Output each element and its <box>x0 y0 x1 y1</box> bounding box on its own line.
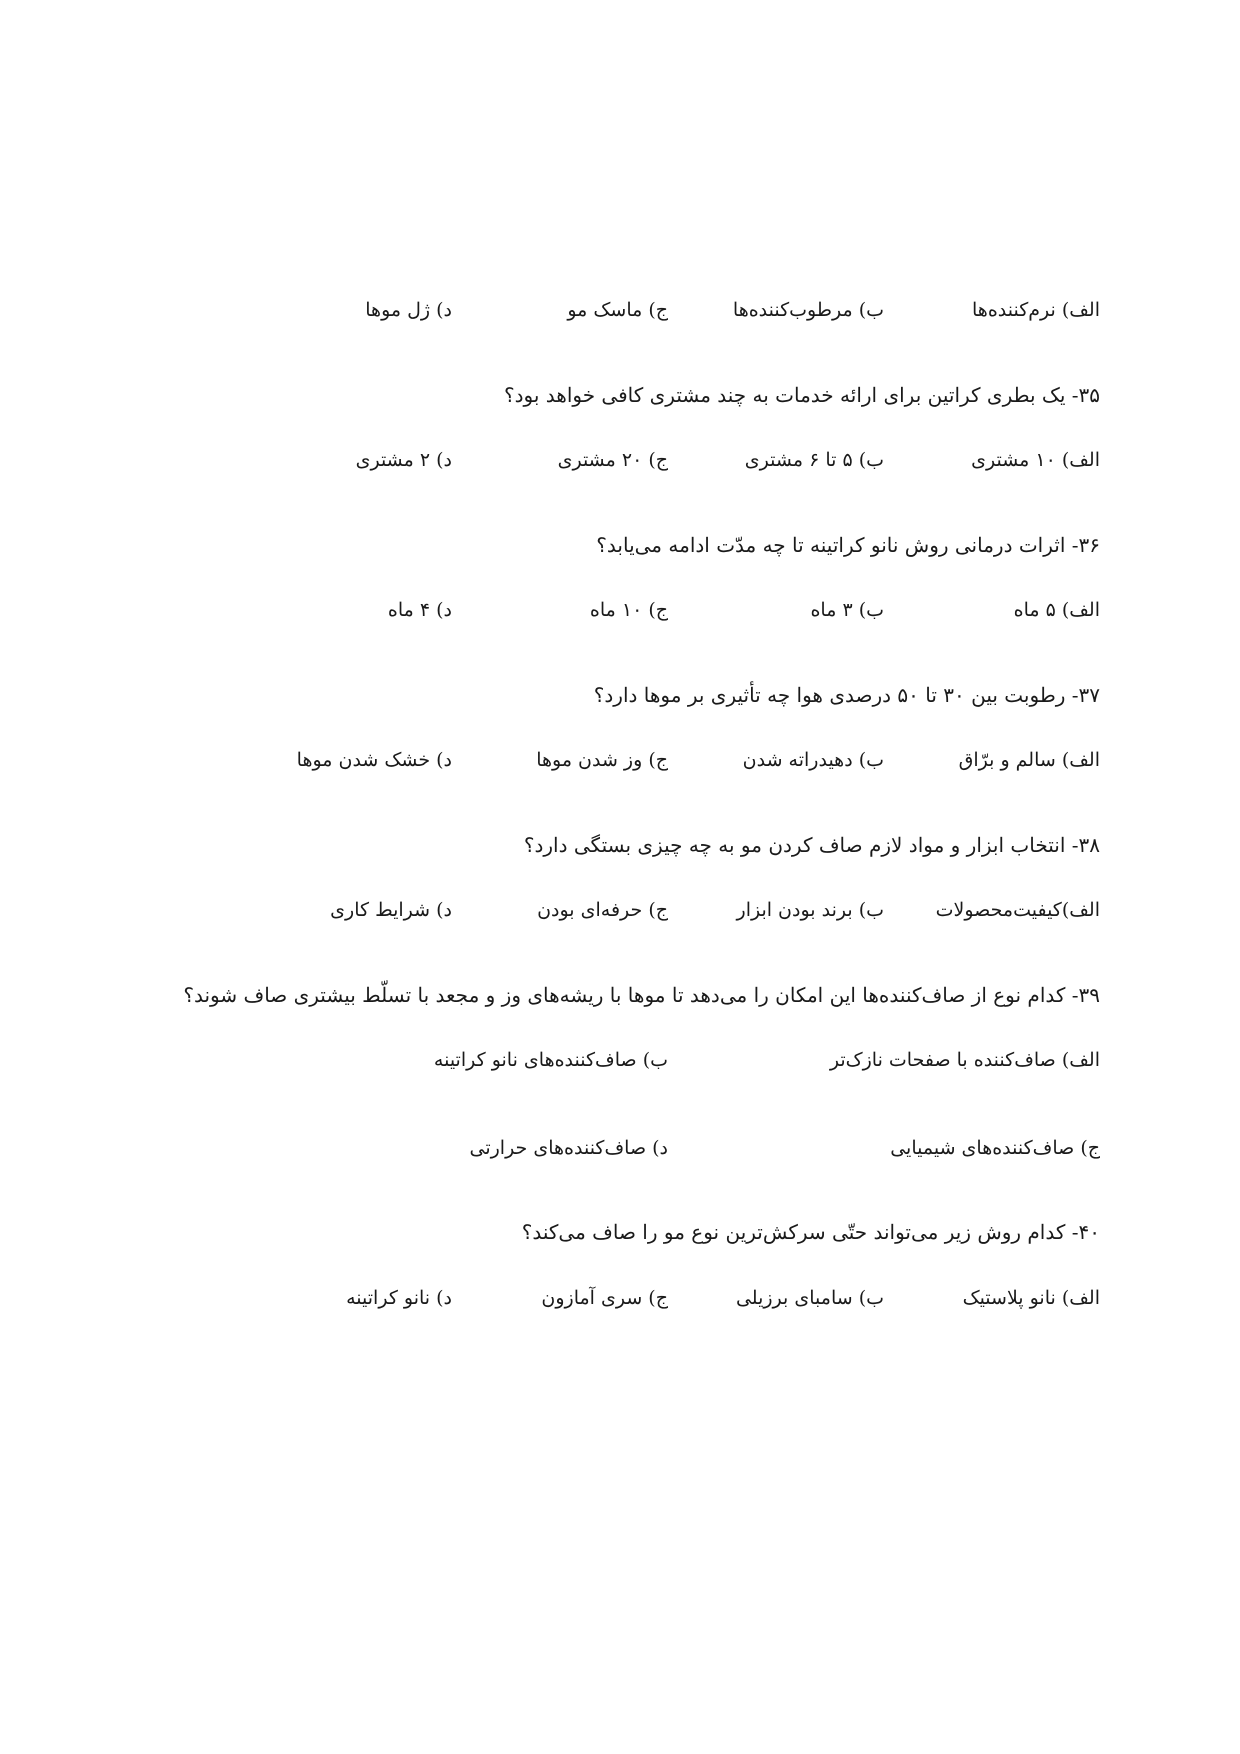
option-b: ب) صاف‌کننده‌های نانو کراتینه <box>433 1049 668 1071</box>
option-a: الف) نرم‌کننده‌ها <box>972 299 1100 321</box>
option-c: ج) صاف‌کننده‌های شیمیایی <box>890 1137 1100 1159</box>
question-40-text: ۴۰- کدام روش زیر می‌تواند حتّی سرکش‌ترین نوع مو را صاف می‌کند؟ <box>521 1220 1100 1244</box>
option-a: الف) ۱۰ مشتری <box>971 449 1100 471</box>
option-d: د) ژل موها <box>365 299 452 321</box>
question-38-text: ۳۸- انتخاب ابزار و مواد لازم صاف کردن مو به چه چیزی بستگی دارد؟ <box>523 833 1100 857</box>
option-b: ب) مرطوب‌کننده‌ها <box>732 299 884 321</box>
option-a: الف) صاف‌کننده با صفحات نازک‌تر <box>829 1049 1100 1071</box>
option-d: د) صاف‌کننده‌های حرارتی <box>469 1137 668 1159</box>
question-35-text: ۳۵- یک بطری کراتین برای ارائه خدمات به چند مشتری کافی خواهد بود؟ <box>504 383 1100 407</box>
option-b: ب) ۳ ماه <box>810 599 884 621</box>
option-c: ج) حرفه‌ای بودن <box>537 899 668 921</box>
question-37-options <box>140 745 1100 775</box>
question-35-options <box>140 445 1100 475</box>
option-b: ب) ۵ تا ۶ مشتری <box>744 449 884 471</box>
option-d: د) خشک شدن موها <box>296 749 452 771</box>
option-a: الف) ۵ ماه <box>1013 599 1100 621</box>
question-38-options <box>140 895 1100 925</box>
question-36-text: ۳۶- اثرات درمانی روش نانو کراتینه تا چه مدّت ادامه می‌یابد؟ <box>596 533 1100 557</box>
question-39-text: ۳۹- کدام نوع از صاف‌کننده‌ها این امکان را می‌دهد تا موها با ریشه‌های وز و مجعد با تسلّط بیشتری صاف شوند؟ <box>183 983 1100 1007</box>
option-a: الف) سالم و برّاق <box>958 749 1100 771</box>
option-c: ج) ۲۰ مشتری <box>557 449 668 471</box>
option-d: د) ۲ مشتری <box>355 449 452 471</box>
question-40-options <box>140 1283 1100 1313</box>
option-c: ج) وز شدن موها <box>536 749 668 771</box>
option-c: ج) سری آمازون <box>541 1287 668 1309</box>
option-c: ج) ۱۰ ماه <box>589 599 668 621</box>
question-39-options-row-2 <box>140 1133 1100 1163</box>
option-d: د) ۴ ماه <box>387 599 452 621</box>
option-b: ب) برند بودن ابزار <box>736 899 884 921</box>
question-37-text: ۳۷- رطوبت بین ۳۰ تا ۵۰ درصدی هوا چه تأثیری بر موها دارد؟ <box>593 683 1100 707</box>
option-a: الف)کیفیت‌محصولات <box>935 899 1100 921</box>
option-b: ب) سامبای برزیلی <box>735 1287 884 1309</box>
option-b: ب) دهیدراته شدن <box>742 749 884 771</box>
carryover-options-row <box>140 295 1100 325</box>
option-c: ج) ماسک مو <box>567 299 668 321</box>
question-39-options-row-1 <box>140 1045 1100 1075</box>
option-a: الف) نانو پلاستیک <box>962 1287 1100 1309</box>
question-36-options <box>140 595 1100 625</box>
option-d: د) نانو کراتینه <box>346 1287 452 1309</box>
option-d: د) شرایط کاری <box>330 899 452 921</box>
